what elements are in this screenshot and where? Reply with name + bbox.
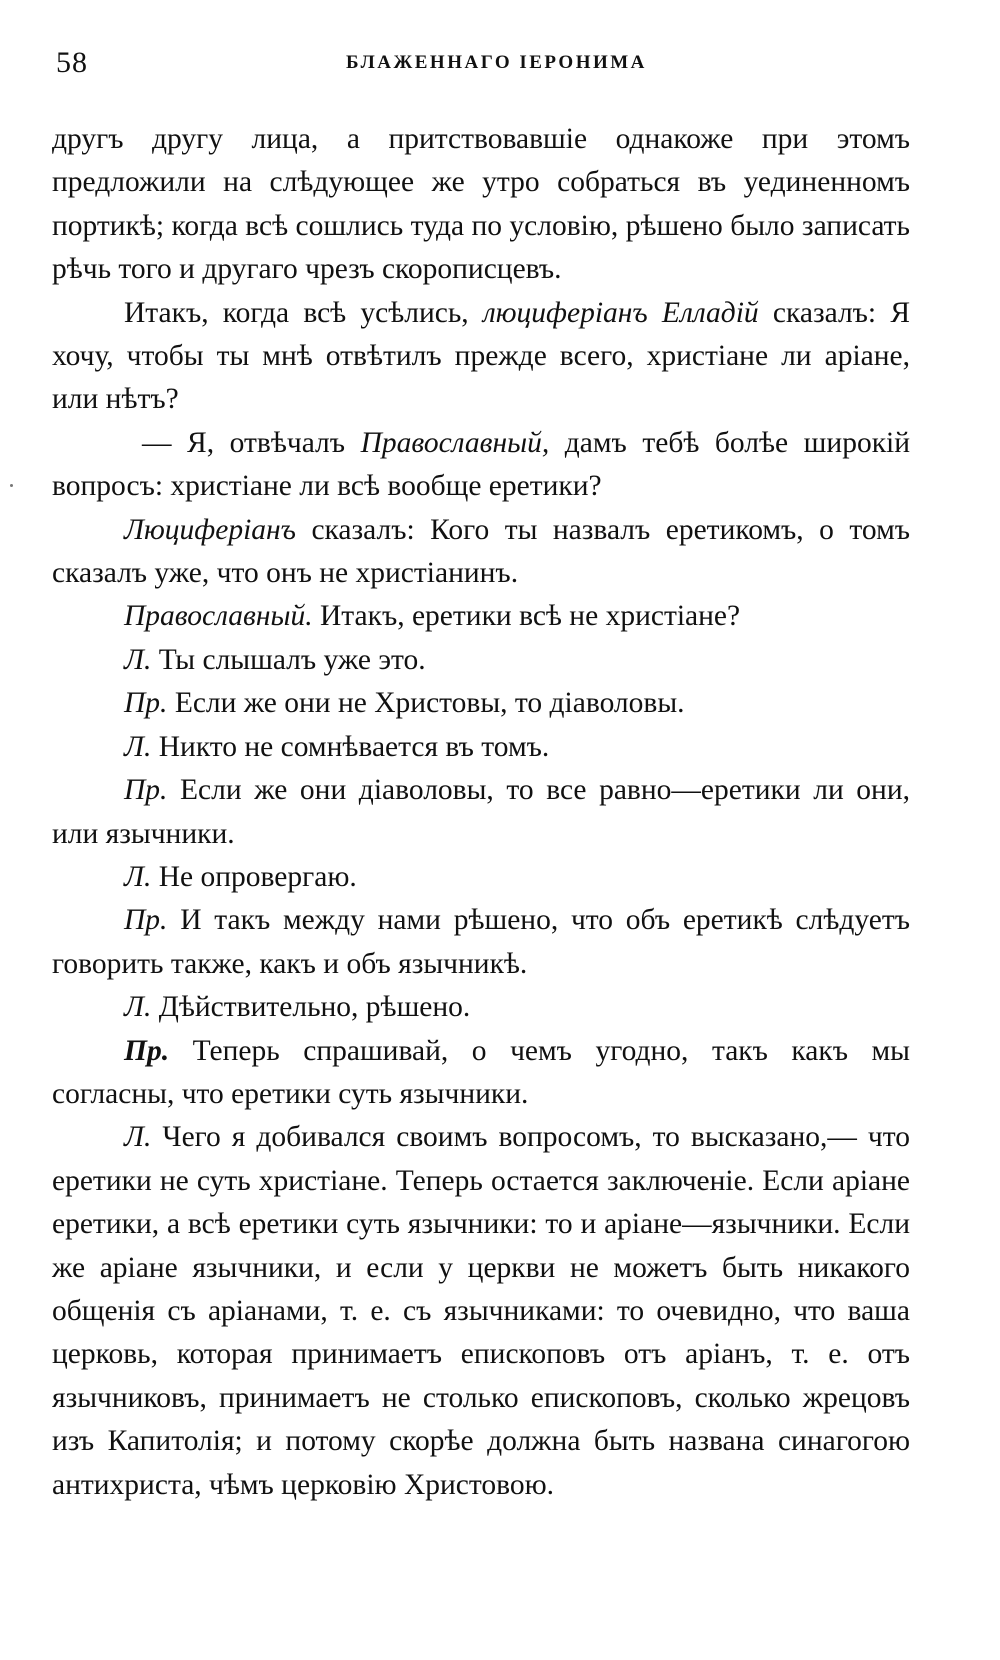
- dialogue-line: Православный. Итакъ, еретики всѣ не христіане?: [124, 600, 741, 633]
- speaker-label: Пр.: [124, 774, 168, 807]
- dialogue-line: Пр. Теперь спрашивай, о чемъ угодно, такъ какъ мы согласны, что еретики суть язычники.: [52, 1034, 911, 1110]
- paragraph-narration: Итакъ, когда всѣ усѣлись, люциферіанъ Елладій сказалъ: Я хочу, чтобы ты мнѣ отвѣтилъ прежде всего, христіане ли аріане, или нѣтъ?: [52, 296, 910, 416]
- paragraph-reply: — Я, отвѣчалъ Православный, дамъ тебѣ болѣе широкій вопросъ: христіане ли всѣ вообще еретики?: [52, 426, 911, 503]
- page-number: 58: [56, 46, 88, 79]
- speaker-label: Л.: [124, 730, 152, 763]
- paragraph-continuation: другъ другу лица, а притствовавшіе однакоже при этомъ предложили на слѣдующее же утро собраться въ уединенномъ портикѣ; когда всѣ сошлись туда по условію, рѣшено было записать рѣчь того и другаго чрезъ скорописцевъ.: [52, 123, 910, 286]
- speaker-label: Пр.: [124, 904, 168, 937]
- speaker-label: Л.: [124, 860, 152, 893]
- dialogue-line: Л. Ты слышалъ уже это.: [124, 643, 426, 676]
- dialogue-line: Л. Чего я добивался своимъ вопросомъ, то высказано,— что еретики не суть христіане. Теперь остается заключеніе. Если аріане еретики, а всѣ еретики суть язычники: то и аріане—язычники. Если же аріане язычники, и если у церкви не можетъ быть никакого общенія съ аріанами, т. е. съ язычниками: то очевидно, что ваша церковь, которая принимаетъ епископовъ отъ аріанъ, т. е. отъ язычниковъ, принимаетъ не столько епископовъ, сколько жрецовъ изъ Капитолія; и потому скорѣе должна быть названа синагогою антихриста, чѣмъ церковію Христовою.: [52, 1121, 911, 1501]
- speaker-label: Л.: [124, 991, 152, 1024]
- body-text: [52, 118, 910, 1507]
- dialogue-line: Л. Никто не сомнѣвается въ томъ.: [124, 730, 550, 763]
- speaker-label: Пр.: [124, 687, 168, 720]
- dialogue-line: Пр. Если же они не Христовы, то діаволовы.: [124, 687, 685, 720]
- speaker-label: Л.: [124, 643, 152, 676]
- dialogue-line: Люциферіанъ сказалъ: Кого ты назвалъ еретикомъ, о томъ сказалъ уже, что онъ не христіанинъ.: [52, 513, 910, 590]
- speaker-name: люциферіанъ Елладій: [482, 296, 759, 329]
- margin-mark: [10, 484, 13, 487]
- speaker-name: Православный.: [124, 600, 313, 633]
- dialogue-line: Пр. И такъ между нами рѣшено, что объ еретикѣ слѣдуетъ говорить также, какъ и объ язычникѣ.: [52, 904, 910, 980]
- speaker-label: Пр.: [124, 1034, 170, 1067]
- speaker-name: Православный,: [360, 426, 550, 459]
- speaker-label: Л.: [124, 1121, 152, 1154]
- running-title: БЛАЖЕННАГО ІЕРОНИМА: [346, 52, 647, 73]
- page-header: [56, 46, 910, 86]
- dialogue-line: Пр. Если же они діаволовы, то все равно—еретики ли они, или язычники.: [52, 774, 911, 850]
- dialogue-line: Л. Не опровергаю.: [124, 860, 357, 893]
- speaker-name: Люциферіанъ: [124, 513, 296, 546]
- dialogue-line: Л. Дѣйствительно, рѣшено.: [124, 991, 471, 1024]
